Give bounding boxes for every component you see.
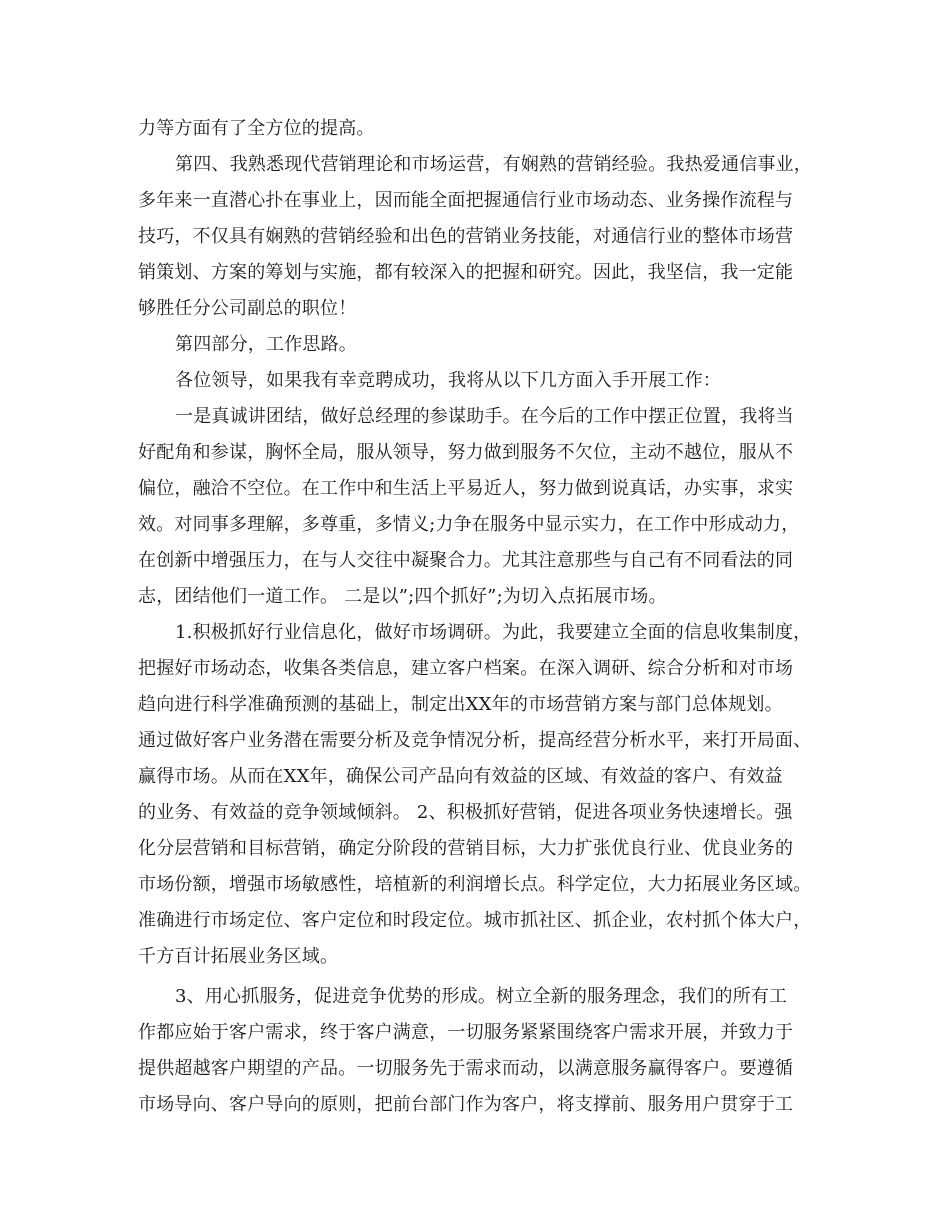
text-line: 第四、我熟悉现代营销理论和市场运营，有娴熟的营销经验。我热爱通信事业， xyxy=(175,154,812,175)
text-line: 3、用心抓服务，促进竞争优势的形成。树立全新的服务理念，我们的所有工 xyxy=(175,986,788,1007)
text-line: 志，团结他们一道工作。 二是以”;四个抓好”;为切入点拓展市场。 xyxy=(138,586,667,607)
text-line: 各位领导，如果我有幸竞聘成功，我将从以下几方面入手开展工作： xyxy=(175,370,721,391)
text-line: 趋向进行科学准确预测的基础上，制定出XX年的市场营销方案与部门总体规划。 xyxy=(138,694,783,715)
text-line: 把握好市场动态，收集各类信息，建立客户档案。在深入调研、综合分析和对市场 xyxy=(138,658,794,679)
text-line: 在创新中增强压力，在与人交往中凝聚合力。尤其注意那些与自己有不同看法的同 xyxy=(138,550,794,571)
text-line: 力等方面有了全方位的提高。 xyxy=(138,118,375,139)
text-line: 通过做好客户业务潜在需要分析及竞争情况分析，提高经营分析水平，来打开局面、 xyxy=(138,730,812,751)
text-line: 作都应始于客户需求，终于客户满意，一切服务紧紧围绕客户需求开展，并致力于 xyxy=(138,1022,794,1043)
text-line: 好配角和参谋，胸怀全局，服从领导，努力做到服务不欠位，主动不越位，服从不 xyxy=(138,442,794,463)
text-line: 赢得市场。从而在XX年，确保公司产品向有效益的区域、有效益的客户、有效益 xyxy=(138,766,783,787)
section-heading: 第四部分，工作思路。 xyxy=(175,334,357,355)
text-line: 市场份额，增强市场敏感性，培植新的利润增长点。科学定位，大力拓展业务区域。 xyxy=(138,874,812,895)
text-line: 效。对同事多理解，多尊重，多情义;力争在服务中显示实力，在工作中形成动力， xyxy=(138,514,800,535)
text-line: 够胜任分公司副总的职位！ xyxy=(138,298,357,319)
text-line: 多年来一直潜心扑在事业上，因而能全面把握通信行业市场动态、业务操作流程与 xyxy=(138,190,794,211)
text-line: 销策划、方案的筹划与实施，都有较深入的把握和研究。因此，我坚信，我一定能 xyxy=(138,262,794,283)
text-line: 化分层营销和目标营销，确定分阶段的营销目标，大力扩张优良行业、优良业务的 xyxy=(138,838,794,859)
text-line: 准确进行市场定位、客户定位和时段定位。城市抓社区、抓企业，农村抓个体大户， xyxy=(138,910,812,931)
text-line: 的业务、有效益的竞争领域倾斜。 2、积极抓好营销，促进各项业务快速增长。强 xyxy=(138,802,793,823)
text-line: 提供超越客户期望的产品。一切服务先于需求而动，以满意服务赢得客户。要遵循 xyxy=(138,1058,794,1079)
text-line: 偏位，融洽不空位。在工作中和生活上平易近人，努力做到说真话，办实事，求实 xyxy=(138,478,794,499)
text-line: 一是真诚讲团结，做好总经理的参谋助手。在今后的工作中摆正位置，我将当 xyxy=(175,406,794,427)
text-line: 1.积极抓好行业信息化，做好市场调研。为此，我要建立全面的信息收集制度， xyxy=(175,622,812,643)
text-line: 技巧，不仅具有娴熟的营销经验和出色的营销业务技能，对通信行业的整体市场营 xyxy=(138,226,794,247)
text-line: 市场导向、客户导向的原则，把前台部门作为客户，将支撑前、服务用户贯穿于工 xyxy=(138,1094,794,1115)
text-line: 千方百计拓展业务区域。 xyxy=(138,946,339,967)
